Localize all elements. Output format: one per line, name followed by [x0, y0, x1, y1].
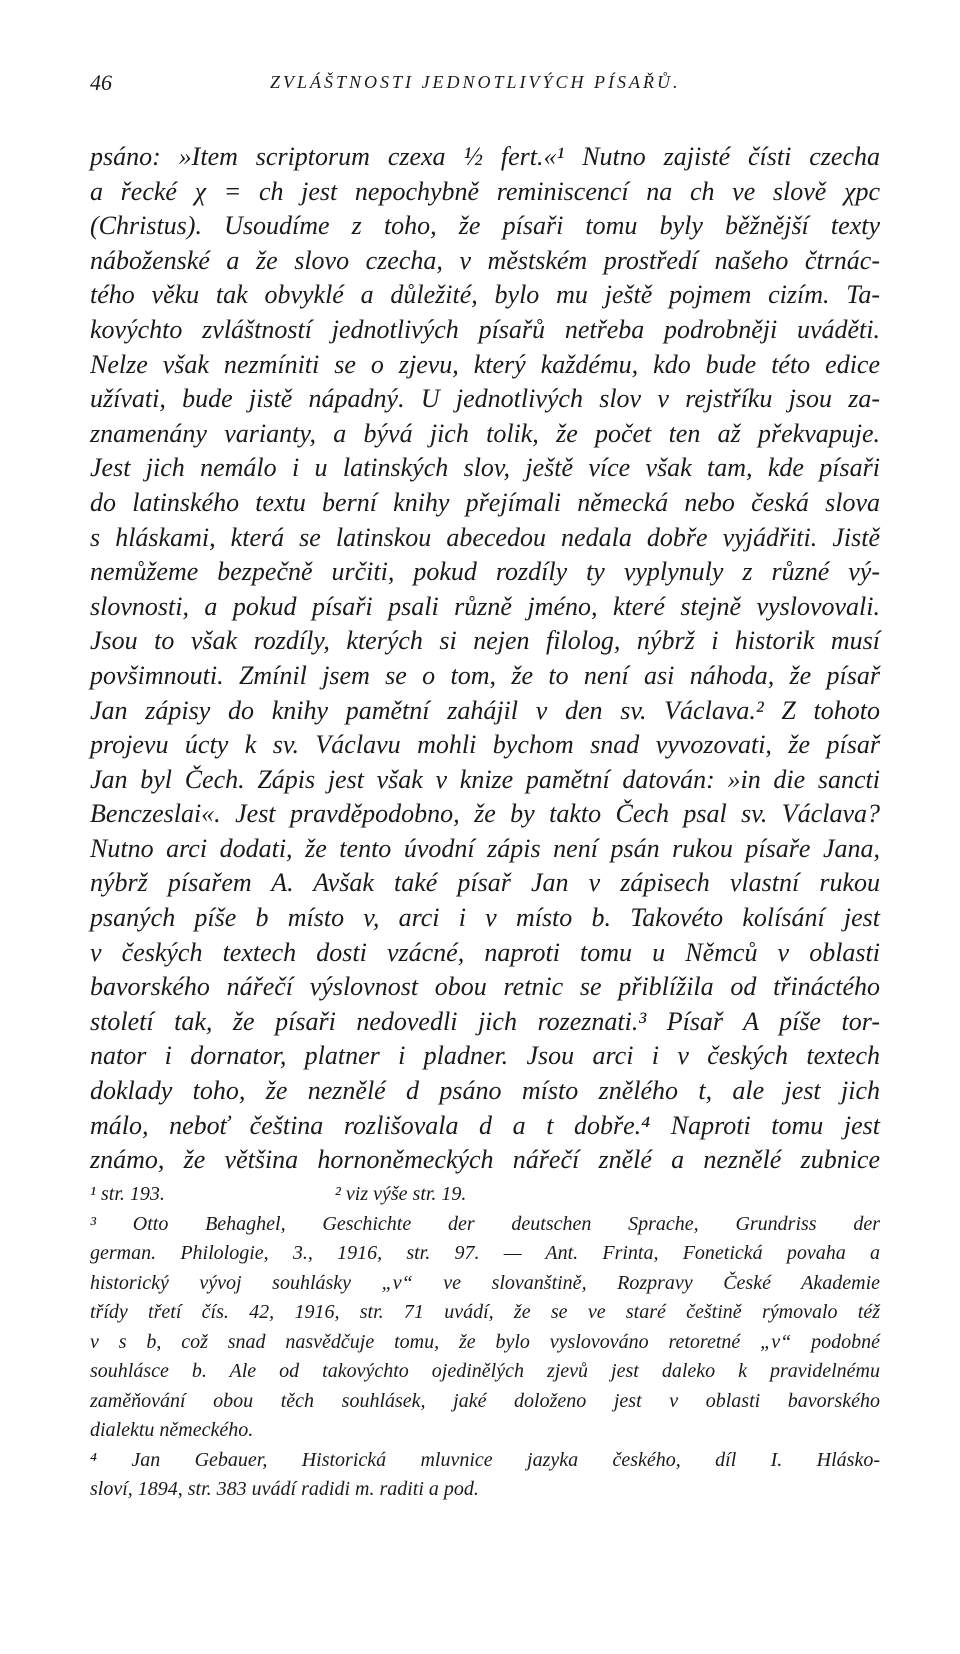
footnotes — [90, 1180, 880, 1505]
text-line: v českých textech dosti vzácné, naproti tomu u Němců v oblasti — [90, 937, 880, 967]
text-line: Nutno arci dodati, že tento úvodní zápis není psán rukou písaře Jana, — [90, 833, 880, 863]
text-line: projevu úcty k sv. Václavu mohli bychom snad vyvozovati, že písař — [90, 730, 880, 760]
text-line: století tak, že písaři nedovedli jich rozeznati.³ Písař A píše tor- — [90, 1006, 880, 1036]
footnote-line: ⁴ Jan Gebauer, Historická mluvnice jazyka českého, díl I. Hlásko- — [90, 1448, 880, 1471]
running-head: ZVLÁŠTNOSTI JEDNOTLIVÝCH PÍSAŘŮ. — [270, 72, 681, 92]
footnote-line: historický vývoj souhlásky „v“ ve slovanštině, Rozpravy České Akademie — [90, 1271, 880, 1294]
text-line: znamenány varianty, a bývá jich tolik, že počet ten až překvapuje. — [90, 418, 880, 448]
text-line: Benczeslai«. Jest pravděpodobno, že by takto Čech psal sv. Václava? — [90, 799, 880, 829]
text-line: kovýchto zvláštností jednotlivých písařů netřeba podrobněji uváděti. — [90, 314, 880, 344]
footnote-line: german. Philologie, 3., 1916, str. 97. — Ant. Frinta, Fonetická povaha a — [90, 1242, 880, 1264]
text-line: Nelze však nezmíniti se o zjevu, který každému, kdo bude této edice — [90, 349, 880, 379]
footnote-line: ¹ str. 193. ² viz výše str. 19. — [90, 1183, 467, 1205]
text-line: s hláskami, která se latinskou abecedou nedala dobře vyjádřiti. Jistě — [90, 522, 880, 552]
text-line: nýbrž písařem A. Avšak také písař Jan v zápisech vlastní rukou — [90, 868, 880, 898]
text-line: nemůžeme bezpečně určiti, pokud rozdíly ty vyplynuly z různé vý- — [90, 557, 880, 587]
text-line: náboženské a že slovo czecha, v městském prostředí našeho čtrnác- — [90, 245, 880, 275]
text-line: Jan byl Čech. Zápis jest však v knize pamětní datován: »in die sancti — [90, 764, 880, 794]
footnote-line: sloví, 1894, str. 383 uvádí radidi m. raditi a pod. — [90, 1478, 479, 1500]
text-line: Jsou to však rozdíly, kterých si nejen filolog, nýbrž i historik musí — [90, 626, 880, 656]
footnote-line: souhlásce b. Ale od takovýchto ojedinělých zjevů jest daleko k pravidelnému — [90, 1360, 880, 1382]
text-line: užívati, bude jistě nápadný. U jednotlivých slov v rejstříku jsou za- — [90, 384, 880, 414]
text-line: známo, že většina hornoněmeckých nářečí znělé a neznělé zubnice — [90, 1145, 880, 1175]
text-line: Jest jich nemálo i u latinských slov, ještě více však tam, kde písaři — [90, 453, 880, 483]
text-line: slovnosti, a pokud písaři psali různě jméno, které stejně vyslovovali. — [90, 591, 880, 621]
footnote-line: zaměňování obou těch souhlásek, jaké doloženo jest v oblasti bavorského — [90, 1389, 880, 1412]
footnote-line: třídy třetí čís. 42, 1916, str. 71 uvádí, že se ve staré češtině rýmovalo též — [90, 1301, 880, 1323]
text-line: nator i dornator, platner i pladner. Jsou arci i v českých textech — [90, 1041, 880, 1071]
main-text — [90, 140, 880, 1178]
footnote-line: v s b, což snad nasvědčuje tomu, že bylo vyslovováno retoretné „v“ podobné — [90, 1330, 880, 1353]
footnote-line: ³ Otto Behaghel, Geschichte der deutschen Sprache, Grundriss der — [90, 1212, 880, 1235]
text-line: málo, neboť čeština rozlišovala d a t dobře.⁴ Naproti tomu jest — [90, 1110, 880, 1140]
text-line: a řecké χ = ch jest nepochybně reminiscencí na ch ve slově χpc — [90, 176, 880, 206]
text-line: bavorského nářečí výslovnost obou retnic se přiblížila od třináctého — [90, 972, 880, 1002]
text-line: doklady toho, že neznělé d psáno místo znělého t, ale jest jich — [90, 1076, 880, 1106]
text-line: do latinského textu berní knihy přejímali německá nebo česká slova — [90, 487, 880, 517]
text-line: psáno: »Item scriptorum czexa ½ fert.«¹ Nutno zajisté čísti czecha — [90, 142, 880, 171]
text-line: Jan zápisy do knihy pamětní zahájil v den sv. Václava.² Z tohoto — [90, 695, 880, 725]
page-header — [90, 70, 880, 110]
text-line: povšimnouti. Zmínil jsem se o tom, že to není asi náhoda, že písař — [90, 660, 880, 690]
footnote-line: dialektu německého. — [90, 1419, 254, 1441]
text-line: tého věku tak obvyklé a důležité, bylo mu ještě pojmem cizím. Ta- — [90, 280, 880, 310]
text-line: psaných píše b místo v, arci i v místo b. Takovéto kolísání jest — [90, 903, 880, 933]
page-number: 46 — [90, 70, 112, 95]
text-line: (Christus). Usoudíme z toho, že písaři tomu byly běžnější texty — [90, 211, 880, 241]
